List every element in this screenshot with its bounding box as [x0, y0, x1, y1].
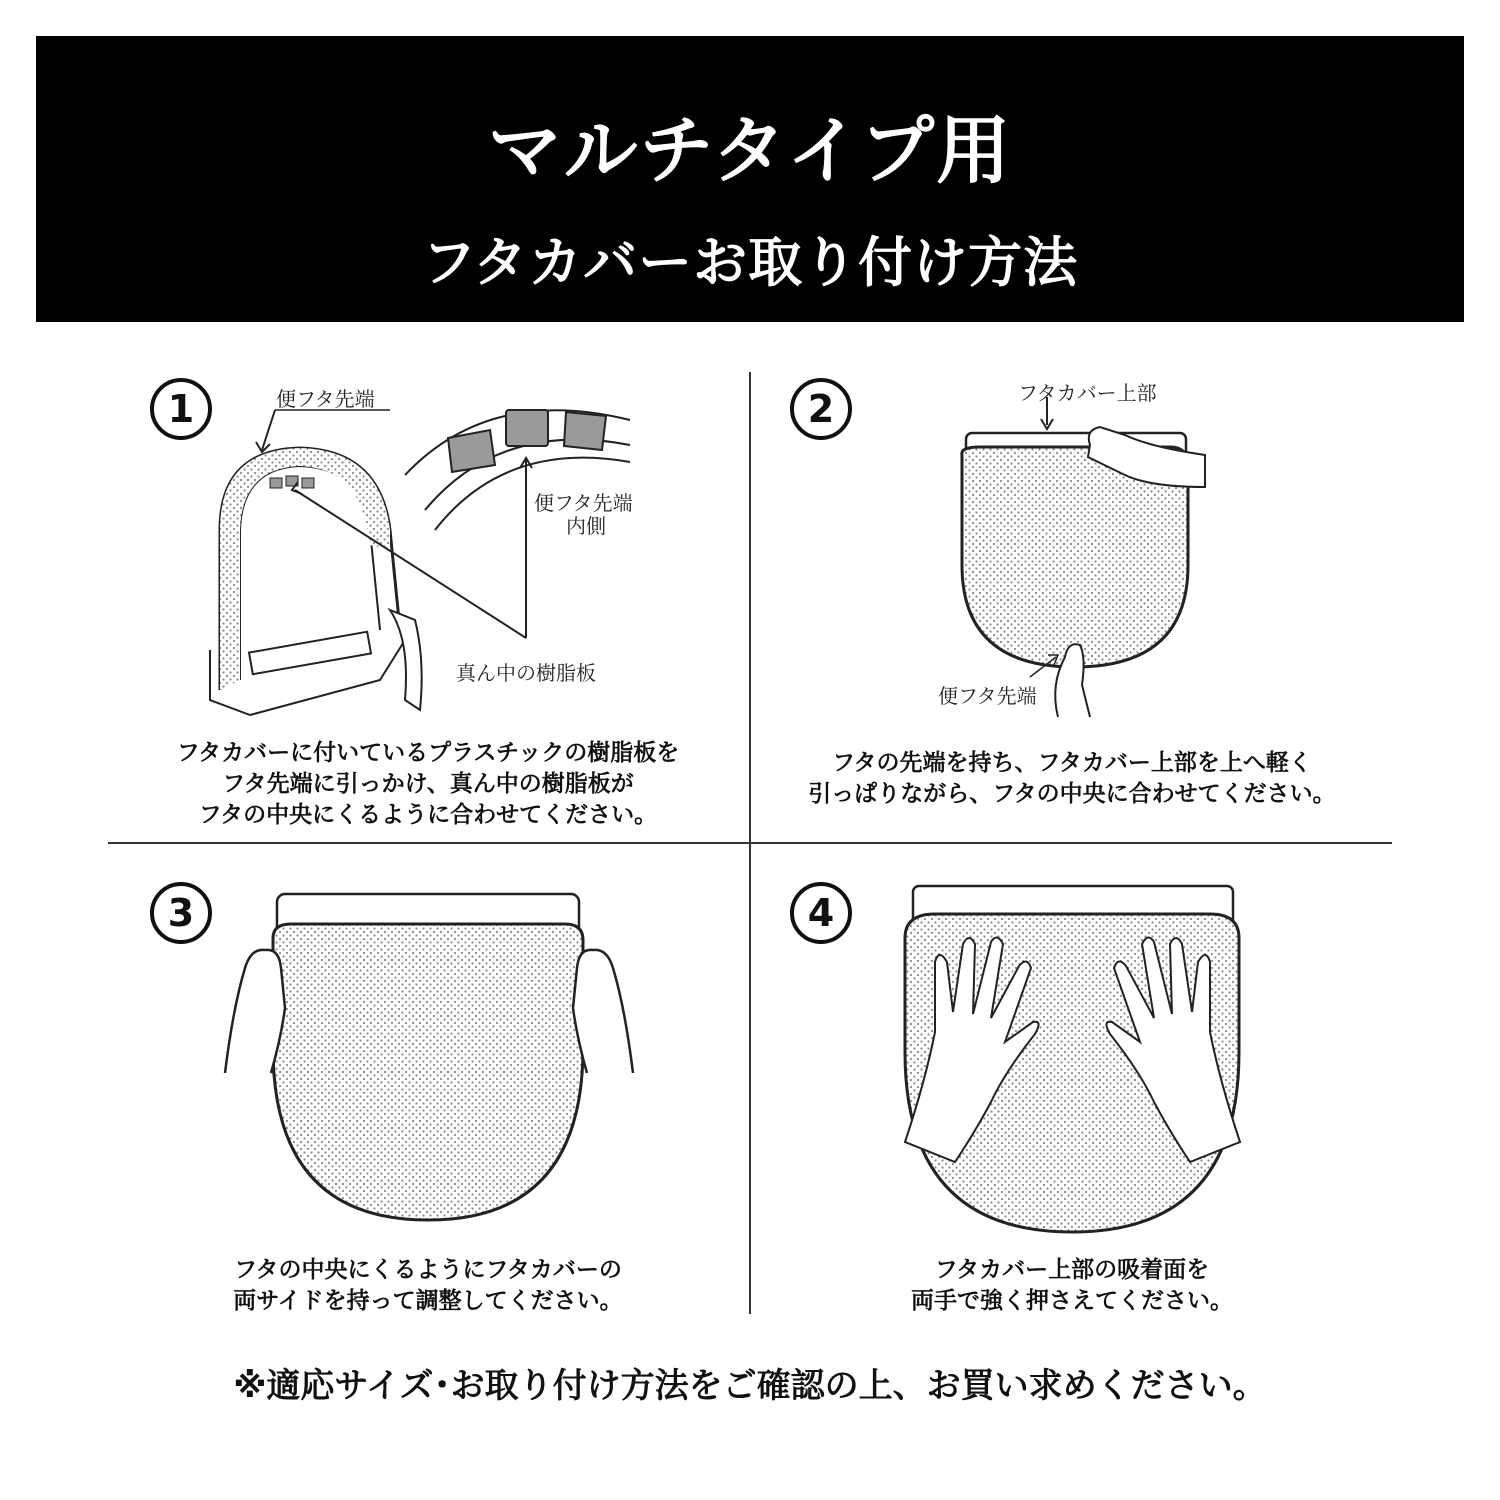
label-lid-tip: 便フタ先端 — [938, 684, 1037, 708]
step3-caption — [108, 1255, 748, 1317]
title-banner — [36, 36, 1464, 322]
step-number-1: 1 — [150, 378, 212, 440]
label-center-plate: 真ん中の樹脂板 — [456, 661, 596, 685]
label-lid-tip-inner-sub: 内側 — [566, 514, 606, 538]
page-subtitle: フタカバーお取り付け方法 — [421, 231, 1079, 294]
caption-line: フタカバー上部の吸着面を — [934, 1257, 1210, 1283]
label-lid-tip-inner: 便フタ先端 — [534, 491, 633, 515]
caption-line: フタの中央にくるように合わせてください。 — [198, 802, 658, 828]
purchase-note: ※適応サイズ･お取り付け方法をご確認の上、お買い求めください。 — [233, 1366, 1267, 1406]
step-number-2: 2 — [790, 378, 852, 440]
step2-caption — [752, 748, 1392, 810]
step1-caption — [108, 738, 748, 831]
caption-line: 引っぱりながら、フタの中央に合わせてください。 — [808, 781, 1336, 807]
step4-illustration — [895, 882, 1250, 1237]
step4-caption — [752, 1255, 1392, 1317]
caption-line: 両手で強く押さえてください。 — [911, 1288, 1233, 1314]
step3-illustration — [215, 888, 645, 1228]
label-cover-top: フタカバー上部 — [1018, 381, 1157, 405]
horizontal-divider — [108, 842, 1392, 844]
caption-line: フタカバーに付いているプラスチックの樹脂板を — [176, 740, 680, 766]
page-title: マルチタイプ用 — [487, 108, 1013, 194]
step-number-4: 4 — [790, 882, 852, 944]
caption-line: フタ先端に引っかけ、真ん中の樹脂板が — [222, 771, 634, 797]
step-number-3: 3 — [150, 882, 212, 944]
caption-line: フタの先端を持ち、フタカバー上部を上へ軽く — [832, 750, 1312, 776]
label-lid-tip: 便フタ先端 — [276, 387, 375, 411]
caption-line: 両サイドを持って調整してください。 — [233, 1288, 623, 1314]
caption-line: フタの中央にくるようにフタカバーの — [234, 1257, 622, 1283]
step2-illustration — [950, 395, 1220, 725]
